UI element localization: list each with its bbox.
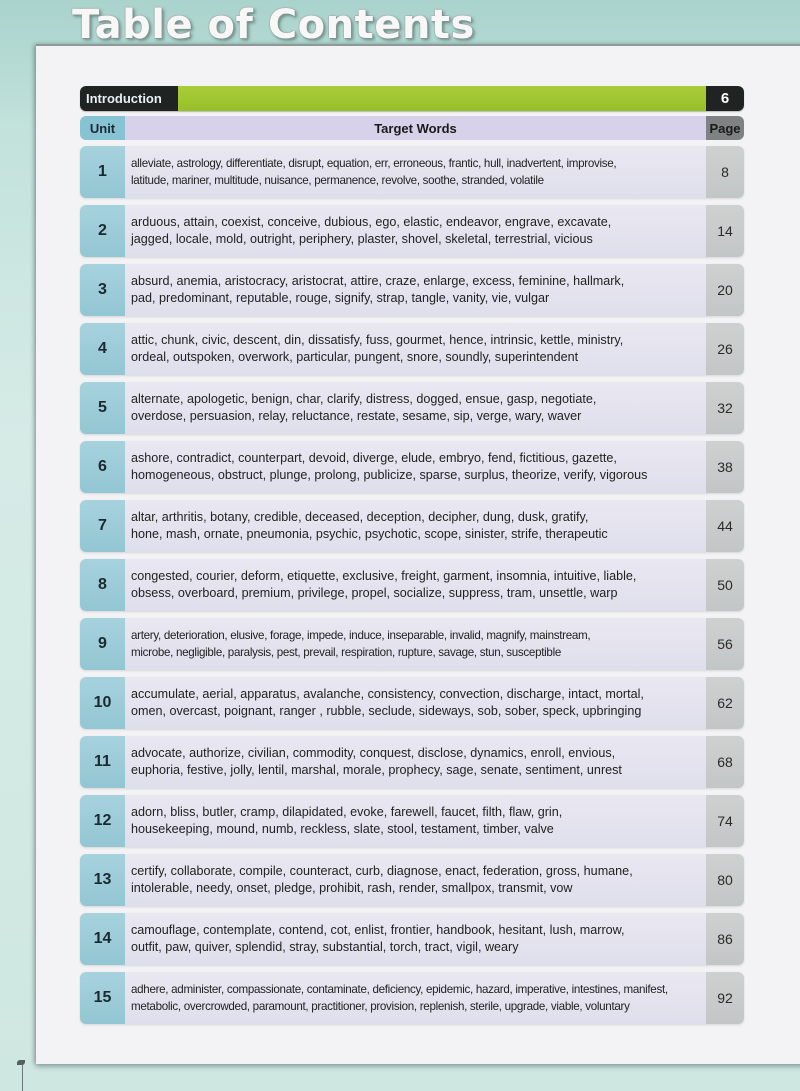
target-words-line-1: camouflage, contemplate, contend, cot, enlist, frontier, handbook, hesitant, lush, marrow, — [131, 923, 625, 937]
unit-number: 6 — [80, 441, 125, 493]
unit-row-13[interactable] — [80, 854, 744, 906]
target-words — [125, 441, 706, 493]
page-number: 20 — [706, 264, 744, 316]
target-words — [125, 736, 706, 788]
target-words-line-1: artery, deterioration, elusive, forage, impede, induce, inseparable, invalid, magnify, mainstream, — [131, 629, 591, 642]
unit-row-11[interactable] — [80, 736, 744, 788]
target-words-line-2: overdose, persuasion, relay, reluctance, restate, sesame, sip, verge, wary, waver — [131, 409, 582, 423]
target-words-line-1: congested, courier, deform, etiquette, exclusive, freight, garment, insomnia, intuitive, liable, — [131, 569, 637, 583]
target-words-line-2: omen, overcast, poignant, ranger , rubble, seclude, sideways, sob, sober, speck, upbringing — [131, 704, 642, 718]
page-number: 8 — [706, 146, 744, 198]
unit-number: 5 — [80, 382, 125, 434]
unit-number: 7 — [80, 500, 125, 552]
header-page: Page — [706, 116, 744, 140]
unit-row-9[interactable] — [80, 618, 744, 670]
bookmark-tip-icon — [17, 1060, 25, 1065]
page-number: 92 — [706, 972, 744, 1024]
unit-row-6[interactable] — [80, 441, 744, 493]
column-header-row — [80, 116, 744, 140]
target-words — [125, 559, 706, 611]
page-number: 68 — [706, 736, 744, 788]
target-words-line-2: housekeeping, mound, numb, reckless, slate, stool, testament, timber, valve — [131, 822, 554, 836]
target-words-line-1: ashore, contradict, counterpart, devoid, diverge, elude, embryo, fend, fictitious, gazette, — [131, 451, 617, 465]
target-words-line-2: latitude, mariner, multitude, nuisance, permanence, revolve, soothe, stranded, volatile — [131, 174, 544, 187]
target-words — [125, 677, 706, 729]
target-words-line-1: advocate, authorize, civilian, commodity, conquest, disclose, dynamics, enroll, envious, — [131, 746, 616, 760]
target-words-line-1: certify, collaborate, compile, counteract, curb, diagnose, enact, federation, gross, humane, — [131, 864, 633, 878]
unit-number: 1 — [80, 146, 125, 198]
target-words — [125, 264, 706, 316]
target-words-line-1: attic, chunk, civic, descent, din, dissatisfy, fuss, gourmet, hence, intrinsic, kettle, ministry, — [131, 333, 624, 347]
target-words-line-2: hone, mash, ornate, pneumonia, psychic, psychotic, scope, sinister, strife, therapeutic — [131, 527, 608, 541]
target-words-line-2: microbe, negligible, paralysis, pest, prevail, respiration, rupture, savage, stun, susceptible — [131, 646, 561, 659]
page-title: Table of Contents — [72, 2, 475, 48]
target-words — [125, 795, 706, 847]
unit-row-5[interactable] — [80, 382, 744, 434]
unit-number: 3 — [80, 264, 125, 316]
introduction-row[interactable] — [80, 86, 744, 111]
target-words-line-1: alleviate, astrology, differentiate, disrupt, equation, err, erroneous, frantic, hull, inadvertent, improvise, — [131, 157, 617, 170]
page-number: 74 — [706, 795, 744, 847]
introduction-bar-fill — [178, 86, 706, 111]
unit-number: 4 — [80, 323, 125, 375]
unit-row-15[interactable] — [80, 972, 744, 1024]
unit-number: 14 — [80, 913, 125, 965]
target-words-line-2: metabolic, overcrowded, paramount, practitioner, provision, replenish, sterile, upgrade, viable, voluntary — [131, 1000, 630, 1013]
unit-number: 13 — [80, 854, 125, 906]
introduction-page-number: 6 — [706, 86, 744, 111]
unit-row-8[interactable] — [80, 559, 744, 611]
target-words-line-2: ordeal, outspoken, overwork, particular, pungent, snore, soundly, superintendent — [131, 350, 579, 364]
target-words-line-2: obsess, overboard, premium, privilege, propel, socialize, suppress, tram, unsettle, warp — [131, 586, 618, 600]
table-of-contents — [80, 86, 744, 1024]
target-words — [125, 323, 706, 375]
target-words-line-2: outfit, paw, quiver, splendid, stray, substantial, torch, tract, vigil, weary — [131, 940, 519, 954]
target-words — [125, 146, 706, 198]
unit-row-7[interactable] — [80, 500, 744, 552]
unit-number: 10 — [80, 677, 125, 729]
unit-row-4[interactable] — [80, 323, 744, 375]
page-number: 86 — [706, 913, 744, 965]
unit-number: 8 — [80, 559, 125, 611]
target-words-line-1: absurd, anemia, aristocracy, aristocrat, attire, craze, enlarge, excess, feminine, hallmark, — [131, 274, 625, 288]
target-words-line-2: intolerable, needy, onset, pledge, prohibit, rash, render, smallpox, transmit, vow — [131, 881, 573, 895]
page-number: 50 — [706, 559, 744, 611]
target-words — [125, 500, 706, 552]
unit-row-3[interactable] — [80, 264, 744, 316]
page-number: 62 — [706, 677, 744, 729]
target-words-line-1: altar, arthritis, botany, credible, deceased, deception, decipher, dung, dusk, gratify, — [131, 510, 589, 524]
unit-row-2[interactable] — [80, 205, 744, 257]
page-number: 14 — [706, 205, 744, 257]
header-target-words: Target Words — [125, 116, 706, 140]
page-number: 44 — [706, 500, 744, 552]
target-words-line-2: euphoria, festive, jolly, lentil, marshal, morale, prophecy, sage, senate, sentiment, unrest — [131, 763, 622, 777]
target-words — [125, 913, 706, 965]
page-number: 38 — [706, 441, 744, 493]
target-words — [125, 205, 706, 257]
unit-number: 11 — [80, 736, 125, 788]
target-words — [125, 854, 706, 906]
page-number: 32 — [706, 382, 744, 434]
target-words-line-2: jagged, locale, mold, outright, periphery, plaster, shovel, skeletal, terrestrial, vicious — [131, 232, 593, 246]
unit-number: 15 — [80, 972, 125, 1024]
unit-row-10[interactable] — [80, 677, 744, 729]
target-words-line-2: pad, predominant, reputable, rouge, signify, strap, tangle, vanity, vie, vulgar — [131, 291, 550, 305]
unit-row-12[interactable] — [80, 795, 744, 847]
target-words-line-1: arduous, attain, coexist, conceive, dubious, ego, elastic, endeavor, engrave, excavate, — [131, 215, 612, 229]
header-unit: Unit — [80, 116, 125, 140]
target-words — [125, 382, 706, 434]
target-words-line-1: accumulate, aerial, apparatus, avalanche, consistency, convection, discharge, intact, mortal, — [131, 687, 644, 701]
introduction-label: Introduction — [80, 86, 178, 111]
unit-number: 12 — [80, 795, 125, 847]
unit-row-1[interactable] — [80, 146, 744, 198]
unit-row-14[interactable] — [80, 913, 744, 965]
page-number: 56 — [706, 618, 744, 670]
target-words — [125, 618, 706, 670]
target-words-line-2: homogeneous, obstruct, plunge, prolong, publicize, sparse, surplus, theorize, verify, vigorous — [131, 468, 648, 482]
target-words-line-1: adhere, administer, compassionate, contaminate, deficiency, epidemic, hazard, imperative, intestines, manifest, — [131, 983, 668, 996]
target-words-line-1: alternate, apologetic, benign, char, clarify, distress, dogged, ensue, gasp, negotiate, — [131, 392, 597, 406]
unit-number: 9 — [80, 618, 125, 670]
page-number: 26 — [706, 323, 744, 375]
page-number: 80 — [706, 854, 744, 906]
target-words-line-1: adorn, bliss, butler, cramp, dilapidated, evoke, farewell, faucet, filth, flaw, grin, — [131, 805, 563, 819]
target-words — [125, 972, 706, 1024]
unit-number: 2 — [80, 205, 125, 257]
unit-rows — [80, 146, 744, 1024]
